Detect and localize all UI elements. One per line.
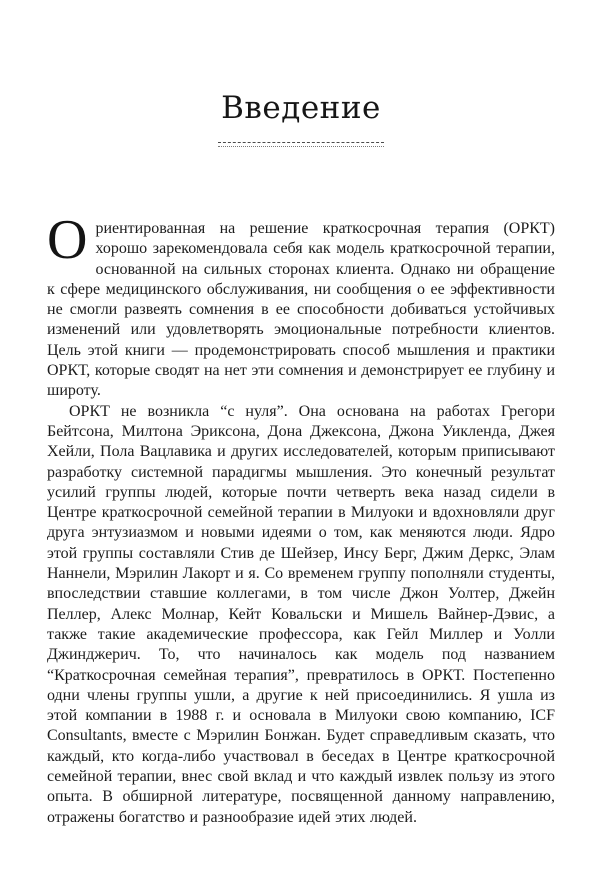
- title-divider: [218, 142, 384, 147]
- paragraph-intro-text: риентированная на решение краткосрочная терапия (ОРКТ) хорошо зарекомендовала себя как модель краткосрочной терапии, основанной на сильных сторонах клиента. Однако ни обращение к сфере медицинского обслуживания, ни сообщения о ее эффективности не смогли развеять сомнения в ее способности добиваться устойчивых изменений или удовлетворять эмоциональные потребности клиентов. Цель этой книги — продемонстрировать способ мышления и практики ОРКТ, которые сводят на нет эти сомнения и демонстрирует ее глубину и широту.: [47, 220, 555, 400]
- chapter-title: Введение: [221, 90, 381, 126]
- paragraph-intro: [47, 209, 555, 402]
- paragraph-history: ОРКТ не возникла “с нуля”. Она основана на работах Грегори Бейтсона, Милтона Эриксона, Дона Джексона, Джона Уикленда, Джея Хейли, Пола Вацлавика и других исследователей, которым приписывают разработку системной парадигмы мышления. Это конечный результат усилий группы людей, которые почти четверть века назад сидели в Центре краткосрочной семейной терапии в Милуоки и вдохновляли друг друга энтузиазмом и новыми идеями о том, как меняются люди. Ядро этой группы составляли Стив де Шейзер, Инсу Берг, Джим Деркс, Элам Наннели, Мэрилин Лакорт и я. Со временем группу пополняли студенты, впоследствии ставшие коллегами, в том числе Джон Уолтер, Джейн Пеллер, Алекс Молнар, Кейт Ковальски и Мишель Вайнер-Дэвис, а также такие академические профессора, как Гейл Миллер и Уолли Джинджерич. То, что начиналось как модель под названием “Краткосрочная семейная терапия”, превратилось в ОРКТ. Постепенно одни члены группы ушли, а другие к ней присоединились. Я ушла из этой компании в 1988 г. и основала в Милуоки свою компанию, ICF Consultants, вместе с Мэрилин Бонжан. Будет справедливым сказать, что каждый, кто когда-либо участвовал в беседах в Центре краткосрочной семейной терапии, внес свой вклад и что каждый извлек пользу из этого опыта. В обширной литературе, посвященной данному направлению, отражены богатство и разнообразие идей этих людей.: [47, 402, 555, 826]
- dropcap-letter: О: [47, 209, 88, 271]
- body-text: [47, 209, 555, 828]
